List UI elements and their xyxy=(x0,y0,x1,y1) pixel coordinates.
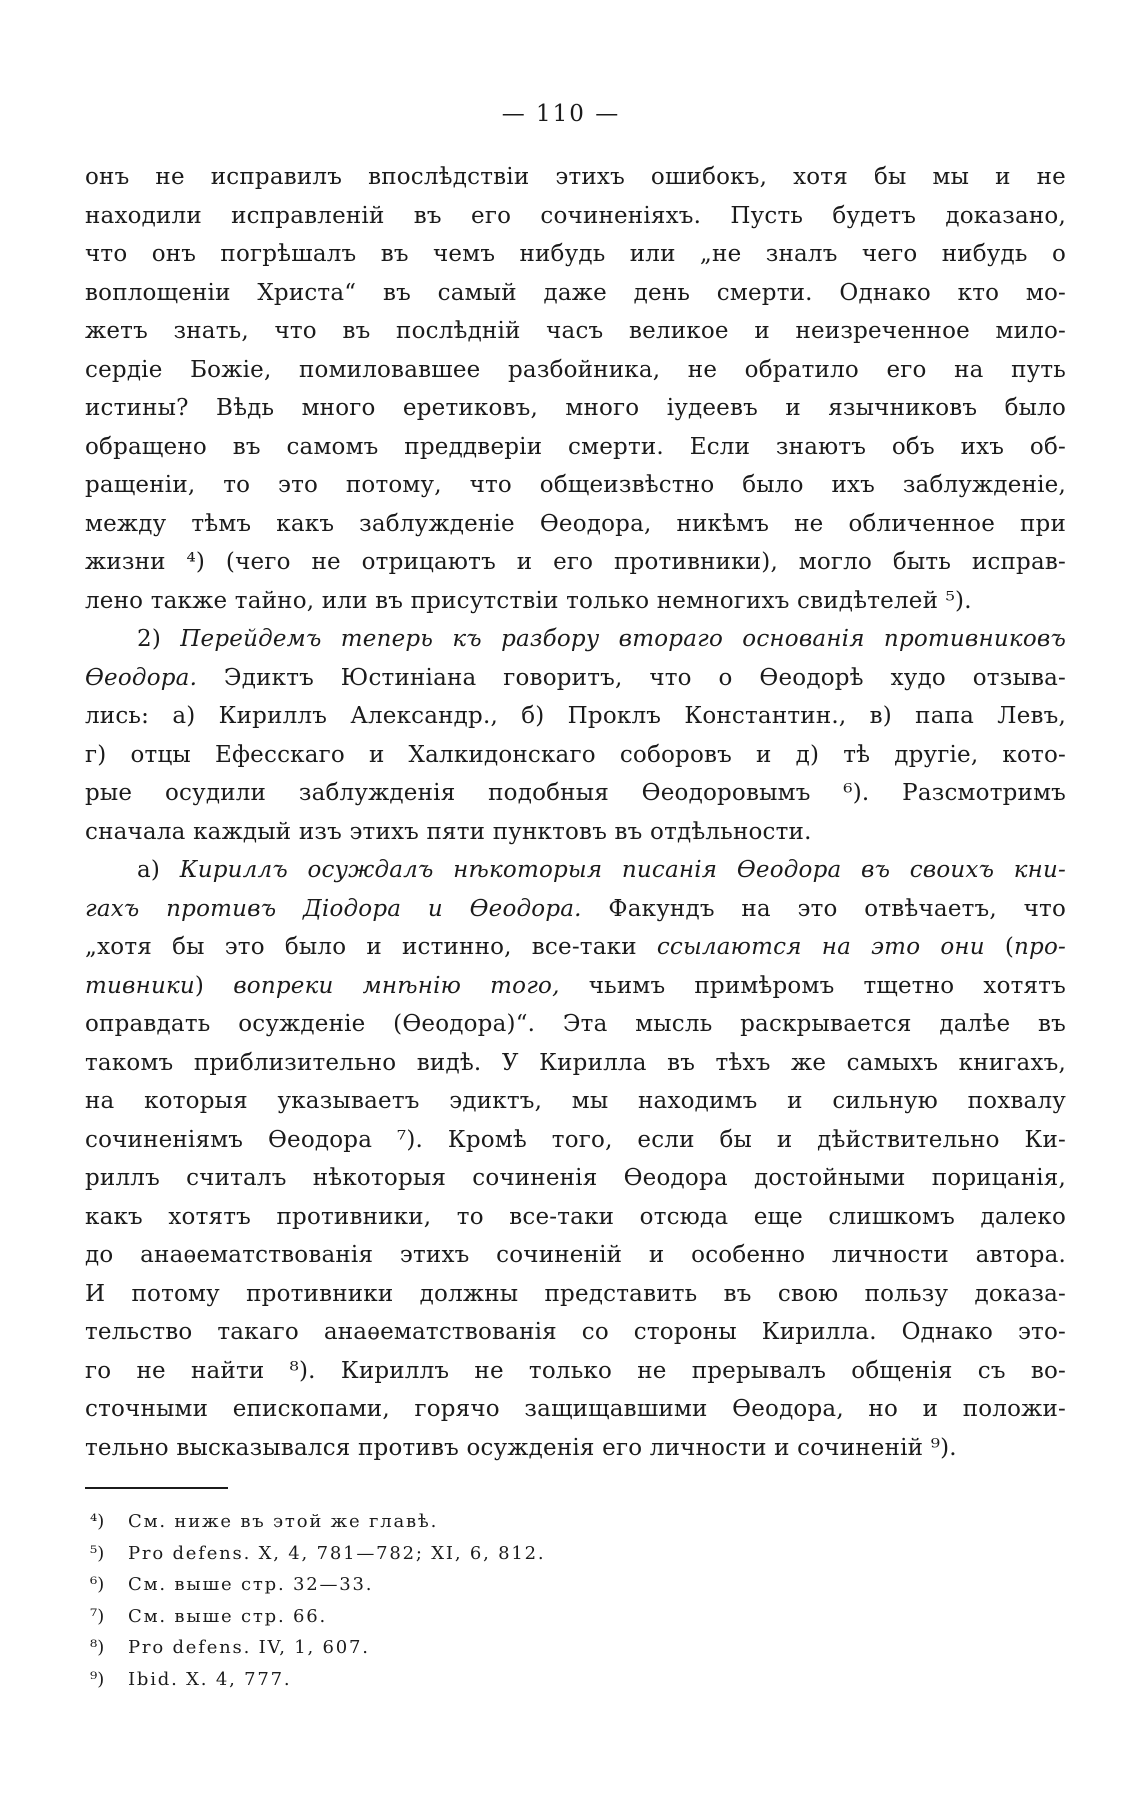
line-content xyxy=(85,1165,1066,1191)
text-run: г) отцы Ефесскаго и Халкидонскаго соборовъ и д) тѣ другіе, кото- xyxy=(85,741,1066,768)
line-content xyxy=(85,1011,1066,1037)
line-content xyxy=(85,318,1066,344)
footnote-number: ⁴) xyxy=(90,1511,105,1532)
line-content xyxy=(85,934,1066,960)
text-run: оправдать осужденіе (Ѳеодора)“. Эта мысль раскрывается далѣе въ xyxy=(85,1011,1066,1037)
text-run: лись: а) Кириллъ Александр., б) Проклъ Константин., в) папа Левъ, xyxy=(85,703,1066,729)
text-run: обращено въ самомъ преддверіи смерти. Если знаютъ объ ихъ об- xyxy=(85,433,1066,460)
text-run: истины? Вѣдь много еретиковъ, много іудеевъ и язычниковъ было xyxy=(85,395,1066,421)
text-line xyxy=(85,1121,1066,1160)
text-run: какъ хотятъ противники, то все-таки отсюда еще слишкомъ далеко xyxy=(85,1203,1066,1230)
footnote xyxy=(85,1506,1045,1538)
text-run: а) xyxy=(137,857,180,883)
text-line xyxy=(85,543,1066,582)
line-content xyxy=(85,1396,1066,1422)
text-run: сточными епископами, горячо защищавшими Ѳеодора, но и положи- xyxy=(85,1396,1066,1422)
line-content xyxy=(85,1358,1066,1384)
text-line xyxy=(85,351,1066,390)
line-content xyxy=(85,241,1066,267)
line-content xyxy=(85,1050,1066,1076)
line-content xyxy=(137,857,1066,883)
footnote xyxy=(85,1569,1045,1601)
text-line xyxy=(85,813,1066,852)
text-line xyxy=(85,582,1066,621)
footnote-text: См. выше стр. 32—33. xyxy=(128,1574,374,1595)
text-line xyxy=(85,1005,1066,1044)
text-run: „хотя бы это было и истинно, все-таки xyxy=(85,934,657,960)
text-line xyxy=(85,1198,1066,1237)
footnote-text: См. выше стр. 66. xyxy=(128,1605,328,1627)
text-run: сначала каждый изъ этихъ пяти пунктовъ въ отдѣльности. xyxy=(85,818,812,845)
text-line xyxy=(85,235,1066,274)
italic-text: вопреки мнѣнію того, xyxy=(233,972,560,999)
text-run: онъ не исправилъ впослѣдствіи этихъ ошибокъ, хотя бы мы и не xyxy=(85,164,1066,190)
text-line xyxy=(85,466,1066,505)
text-run: рые осудили заблужденія подобныя Ѳеодоровымъ ⁶). Разсмотримъ xyxy=(85,780,1066,806)
text-run: лено также тайно, или въ присутствіи только немногихъ свидѣтелей ⁵). xyxy=(85,587,972,614)
line-content xyxy=(85,203,1066,229)
text-line xyxy=(85,928,1066,967)
line-content xyxy=(85,896,1066,922)
line-content xyxy=(85,280,1066,306)
line-content xyxy=(85,819,812,845)
text-run: сочиненіямъ Ѳеодора ⁷). Кромѣ того, если бы и дѣйствительно Ки- xyxy=(85,1126,1066,1153)
text-run: находили исправленій въ его сочиненіяхъ. Пусть будетъ доказано, xyxy=(85,202,1066,229)
text-line xyxy=(85,851,1066,890)
text-line xyxy=(85,1159,1066,1198)
text-line xyxy=(85,312,1066,351)
text-run: го не найти ⁸). Кириллъ не только не прерывалъ общенія съ во- xyxy=(85,1357,1066,1384)
text-line xyxy=(85,1313,1066,1352)
footnote-number: ⁶) xyxy=(90,1574,105,1595)
main-text xyxy=(85,158,1066,1467)
line-content xyxy=(85,1319,1066,1345)
italic-text: про- xyxy=(1014,934,1066,960)
footnote-text: Ibid. X. 4, 777. xyxy=(128,1668,292,1690)
line-content xyxy=(85,1242,1066,1268)
text-line xyxy=(85,1236,1066,1275)
text-run: до анаѳематствованія этихъ сочиненій и особенно личности автора. xyxy=(85,1242,1066,1268)
text-run: между тѣмъ какъ заблужденіе Ѳеодора, никѣмъ не обличенное при xyxy=(85,510,1066,537)
text-line xyxy=(85,1352,1066,1391)
line-content xyxy=(137,626,1066,652)
text-run: Эдиктъ Юстиніана говоритъ, что о Ѳеодорѣ худо отзыва- xyxy=(197,664,1066,691)
text-line xyxy=(85,389,1066,428)
text-line xyxy=(85,620,1066,659)
text-line xyxy=(85,659,1066,698)
page-number: — 110 — xyxy=(501,101,621,127)
text-run: ращеніи, то это потому, что общеизвѣстно было ихъ заблужденіе, xyxy=(85,472,1066,498)
text-run: жизни ⁴) (чего не отрицаютъ и его противники), могло быть исправ- xyxy=(85,549,1066,575)
text-line xyxy=(85,428,1066,467)
text-line xyxy=(85,697,1066,736)
line-content xyxy=(85,434,1066,460)
text-run: ) xyxy=(194,972,234,999)
line-content xyxy=(85,395,1066,421)
text-run: 2) xyxy=(137,626,181,652)
paragraph xyxy=(85,158,1066,620)
italic-text: гахъ противъ Діодора и Ѳеодора. xyxy=(85,895,582,922)
line-content xyxy=(85,549,1066,575)
line-content xyxy=(85,472,1066,498)
footnotes xyxy=(85,1506,1045,1695)
italic-text: Ѳеодора. xyxy=(85,664,198,691)
text-line xyxy=(85,967,1066,1006)
text-run: на которыя указываетъ эдиктъ, мы находимъ и сильную похвалу xyxy=(85,1088,1066,1114)
text-line xyxy=(85,197,1066,236)
text-line xyxy=(85,1275,1066,1314)
line-content xyxy=(85,703,1066,729)
line-content xyxy=(85,742,1066,768)
line-content xyxy=(85,511,1066,537)
line-content xyxy=(85,1088,1066,1114)
line-content xyxy=(85,588,972,614)
text-run: Факундъ на это отвѣчаетъ, что xyxy=(581,895,1066,922)
footnote xyxy=(85,1538,1045,1570)
paragraph xyxy=(85,620,1066,851)
footnote xyxy=(85,1601,1045,1633)
footnote-number: ⁵) xyxy=(90,1542,105,1564)
line-content xyxy=(85,973,1066,999)
footnote-rule xyxy=(85,1487,228,1489)
italic-text: Перейдемъ теперь къ разбору втораго основанія противниковъ xyxy=(180,626,1066,652)
text-run: тельно высказывался противъ осужденія его личности и сочиненій ⁹). xyxy=(85,1434,957,1461)
line-content xyxy=(85,1435,957,1461)
text-line xyxy=(85,890,1066,929)
line-content xyxy=(85,164,1066,190)
text-run: воплощеніи Христа“ въ самый даже день смерти. Однако кто мо- xyxy=(85,279,1066,306)
line-content xyxy=(85,665,1066,691)
text-line xyxy=(85,505,1066,544)
text-run: что онъ погрѣшалъ въ чемъ нибудь или „не зналъ чего нибудь о xyxy=(85,241,1066,267)
text-line xyxy=(85,1429,1066,1468)
line-content xyxy=(85,1281,1066,1307)
text-line xyxy=(85,158,1066,197)
text-line xyxy=(85,274,1066,313)
line-content xyxy=(85,1127,1066,1153)
footnote-text: См. ниже въ этой же главѣ. xyxy=(128,1511,439,1532)
text-run: чьимъ примѣромъ тщетно хотятъ xyxy=(559,972,1067,999)
paragraph xyxy=(85,851,1066,1467)
italic-text: тивники xyxy=(85,972,195,999)
text-line xyxy=(85,1390,1066,1429)
footnote-text: Pro defens. X, 4, 781—782; XI, 6, 812. xyxy=(128,1542,546,1564)
text-run: жетъ знать, что въ послѣдній часъ великое и неизреченное мило- xyxy=(85,318,1066,344)
italic-text: Кириллъ осуждалъ нѣкоторыя писанія Ѳеодора въ своихъ кни- xyxy=(179,857,1066,883)
text-line xyxy=(85,1044,1066,1083)
footnote xyxy=(85,1664,1045,1696)
text-run: сердіе Божіе, помиловавшее разбойника, не обратило его на путь xyxy=(85,356,1066,383)
footnote-number: ⁹) xyxy=(90,1668,105,1690)
text-run: такомъ приблизительно видѣ. У Кирилла въ тѣхъ же самыхъ книгахъ, xyxy=(85,1049,1066,1076)
footnote-text: Pro defens. IV, 1, 607. xyxy=(128,1637,370,1658)
text-run: тельство такаго анаѳематствованія со стороны Кирилла. Однако это- xyxy=(85,1319,1066,1345)
footnote-number: ⁷) xyxy=(90,1605,105,1627)
line-content xyxy=(85,357,1066,383)
text-line xyxy=(85,736,1066,775)
line-content xyxy=(85,1204,1066,1230)
footnote-number: ⁸) xyxy=(90,1637,105,1658)
text-run: ( xyxy=(984,934,1015,960)
text-run: И потому противники должны представить въ свою пользу доказа- xyxy=(85,1280,1066,1307)
text-run: риллъ считалъ нѣкоторыя сочиненія Ѳеодора достойными порицанія, xyxy=(85,1165,1066,1191)
line-content xyxy=(85,780,1066,806)
text-line xyxy=(85,1082,1066,1121)
footnote xyxy=(85,1632,1045,1664)
text-line xyxy=(85,774,1066,813)
italic-text: ссылаются на это они xyxy=(656,934,985,960)
